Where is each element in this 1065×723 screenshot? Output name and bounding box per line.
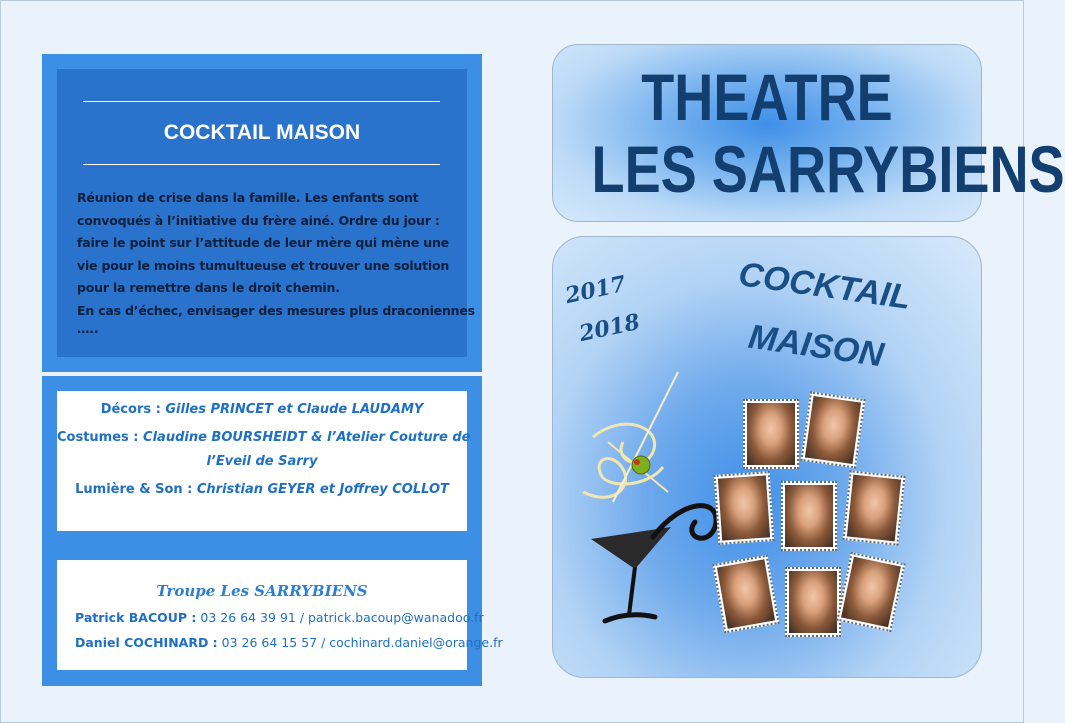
actor-photo xyxy=(714,471,775,545)
credit-decors xyxy=(57,402,467,417)
synopsis-line: En cas d’échec, envisager des mesures plus draconiennes xyxy=(77,302,475,318)
contact-line-2 xyxy=(75,635,503,650)
contact-name-2: Daniel COCHINARD : xyxy=(75,635,218,650)
theatre-header xyxy=(552,44,1065,222)
header-title-line-1: THEATRE xyxy=(641,60,893,134)
season-year-2: 2018 xyxy=(576,308,643,348)
actor-photo xyxy=(800,391,865,468)
synopsis-line: ….. xyxy=(77,321,99,336)
credit-costumes-names: Claudine BOURSHEIDT & l’Atelier Couture de xyxy=(143,430,471,445)
synopsis-inner-panel xyxy=(57,69,475,357)
actor-photo xyxy=(842,470,905,545)
synopsis-title: COCKTAIL MAISON xyxy=(163,121,361,144)
actor-photo xyxy=(785,567,841,637)
contact-details-1: 03 26 64 39 91 / patrick.bacoup@wanadoo.fr xyxy=(200,610,484,625)
credit-costumes xyxy=(57,430,471,445)
contact-details-2: 03 26 64 15 57 / cochinard.daniel@orange.fr xyxy=(221,635,503,650)
synopsis-text xyxy=(77,187,475,336)
poster-title-2: MAISON xyxy=(746,317,887,375)
contact-box xyxy=(57,560,503,670)
synopsis-line: convoqués à l’initiative du frère ainé. Ordre du jour : xyxy=(77,212,440,228)
credits-panel xyxy=(42,376,503,686)
troupe-name: Troupe Les SARRYBIENS xyxy=(156,582,368,600)
season-year-1: 2017 xyxy=(562,270,629,310)
contact-line-1 xyxy=(75,610,484,625)
synopsis-line: faire le point sur l’attitude de leur mère qui mène une xyxy=(77,235,449,250)
credit-costumes-names-2: l’Eveil de Sarry xyxy=(206,454,318,469)
contact-name-1: Patrick BACOUP : xyxy=(75,610,197,625)
actor-photo xyxy=(743,399,799,469)
header-title-line-2: LES SARRYBIENS xyxy=(591,132,1065,206)
synopsis-top-rule xyxy=(83,101,440,102)
synopsis-line: vie pour le moins tumultueuse et trouver une solution xyxy=(77,257,450,273)
actor-photo xyxy=(781,481,837,551)
synopsis-line: pour la remettre dans le droit chemin. xyxy=(77,280,340,295)
credits-box xyxy=(57,391,471,531)
credit-lumiere-names: Christian GEYER et Joffrey COLLOT xyxy=(196,482,449,497)
credit-costumes-cont xyxy=(57,454,467,469)
credit-decors-label: Décors : xyxy=(100,402,161,417)
poster-title-1: COCKTAIL xyxy=(736,255,913,317)
credit-costumes-label: Costumes : xyxy=(57,430,139,445)
synopsis-line: Réunion de crise dans la famille. Les enfants sont xyxy=(77,190,419,205)
credit-lumiere xyxy=(57,482,467,497)
credit-lumiere-label: Lumière & Son : xyxy=(75,482,193,497)
actor-photo xyxy=(712,555,779,634)
credit-decors-names: Gilles PRINCET et Claude LAUDAMY xyxy=(165,402,424,417)
synopsis-bottom-rule xyxy=(83,164,440,165)
poster-panel xyxy=(552,236,982,678)
synopsis-panel xyxy=(42,54,482,372)
